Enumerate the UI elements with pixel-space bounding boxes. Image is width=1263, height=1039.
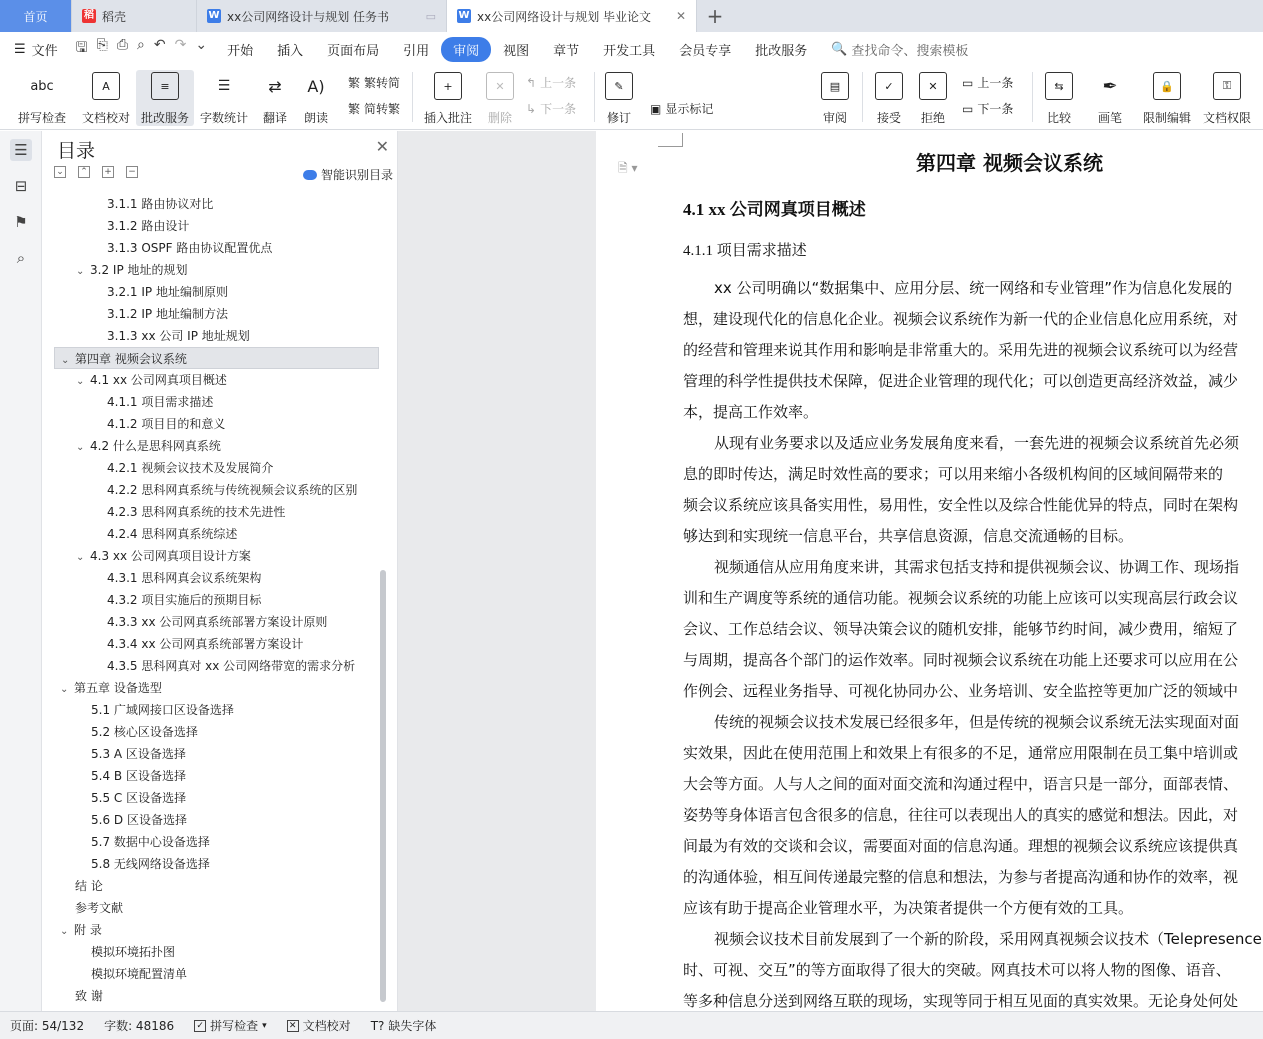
ribbon	[0, 66, 1263, 130]
menu-item-reference[interactable]: 引用	[403, 43, 430, 59]
chevron-down-icon[interactable]: ⌄	[76, 266, 85, 277]
toc-item[interactable]: 模拟环境拓扑图	[91, 945, 176, 959]
proof-icon: ✕	[287, 1020, 299, 1032]
paragraph-line: 息的即时传达，满足时效性高的要求；可以用来缩小各级机构间的区域间隔带来的	[683, 465, 1224, 483]
menu-item-view[interactable]: 视图	[503, 43, 530, 59]
paragraph-line: 管理的科学性提供技术保障，促进企业管理的现代化；可以创造更高经济效益，减少	[683, 372, 1239, 390]
bookmark-icon[interactable]: ⚑	[14, 213, 28, 231]
close-icon[interactable]: ✕	[375, 137, 389, 156]
doc-permission-label: 文档权限	[1202, 111, 1251, 125]
status-missing-font[interactable]	[361, 1017, 447, 1034]
print-icon[interactable]: ⎙	[116, 37, 129, 53]
chevron-down-icon[interactable]: ⌄	[60, 926, 69, 937]
reject-label: 拒绝	[920, 111, 945, 125]
delete-comment-button[interactable]	[482, 70, 518, 126]
toc-item[interactable]: 4.3.2 项目实施后的预期目标	[107, 593, 262, 607]
toc-item[interactable]: 4.3.4 xx 公司网真系统部署方案设计	[107, 637, 304, 651]
save-icon[interactable]: 🖫	[75, 40, 88, 56]
paragraph-line: 时、可视、交互”的等方面取得了很大的突破。网真技术可以将人物的图像、语音、	[683, 961, 1231, 979]
word-count-indicator[interactable]: 字数: 48186	[104, 1019, 175, 1033]
toc-item-label: 4.2 什么是思科网真系统	[90, 439, 221, 453]
correct-service-button[interactable]	[136, 70, 194, 126]
toc-item[interactable]	[76, 259, 188, 281]
more-icon[interactable]: ⌄	[195, 37, 208, 53]
doc-permission-button[interactable]	[1200, 70, 1254, 126]
tab-home[interactable]	[0, 0, 72, 32]
subsection-heading: 4.1.1 项目需求描述	[683, 243, 807, 259]
export-icon[interactable]: ⎘	[96, 37, 108, 53]
accept-button[interactable]	[870, 70, 908, 126]
doc-proof-icon: A	[92, 72, 120, 100]
toc-pane-icon[interactable]: ☰	[10, 139, 32, 161]
page-indicator[interactable]: 页面: 54/132	[10, 1019, 85, 1033]
missing-font-icon: T?	[370, 1018, 385, 1033]
accept-label: 接受	[876, 111, 901, 125]
toc-item[interactable]: 4.2.3 思科网真系统的技术先进性	[107, 505, 286, 519]
read-aloud-button[interactable]	[300, 70, 332, 126]
chapter-nav-icon[interactable]: ⊟	[14, 177, 28, 195]
page-corner-mark	[682, 133, 683, 147]
comment-icon: +	[434, 72, 462, 100]
menu-item-devtools[interactable]: 开发工具	[603, 43, 656, 59]
next-icon: ↳	[526, 101, 537, 116]
smart-toc-button[interactable]	[303, 166, 393, 183]
menu-item-member[interactable]: 会员专享	[679, 43, 732, 59]
menu-item-insert[interactable]: 插入	[277, 43, 304, 59]
toc-item[interactable]: 4.3.1 思科网真会议系统架构	[107, 571, 262, 585]
toc-item[interactable]: 3.2.1 IP 地址编制原则	[107, 285, 228, 299]
command-search-label: 查找命令、搜索模板	[851, 43, 969, 59]
spell-check-label: 拼写检查	[17, 111, 66, 125]
new-tab-button[interactable]: +	[706, 4, 724, 28]
menu-item-chapter[interactable]: 章节	[553, 43, 580, 59]
chevron-down-icon[interactable]: ⌄	[76, 442, 85, 453]
file-menu-label: 文件	[31, 43, 58, 59]
page-background	[398, 131, 596, 1011]
document-page	[596, 131, 1263, 1011]
toc-pane	[42, 131, 398, 1011]
prev-icon: ↰	[526, 75, 537, 90]
reject-icon: ✕	[919, 72, 947, 100]
toc-item[interactable]: 5.7 数据中心设备选择	[91, 835, 210, 849]
paragraph-line: 应该有助于提高企业管理水平，为决策者提供一个方便有效的工具。	[683, 899, 1134, 917]
toc-item[interactable]: 4.3.3 xx 公司网真系统部署方案设计原则	[107, 615, 328, 629]
menu-item-layout[interactable]: 页面布局	[327, 43, 380, 59]
preview-icon[interactable]: ⌕	[137, 37, 145, 53]
tab-doc-thesis[interactable]	[447, 0, 697, 32]
simp-to-trad-label: 简转繁	[364, 102, 401, 116]
insert-comment-label: 插入批注	[423, 111, 472, 125]
word-count-icon: ☰	[217, 78, 231, 94]
status-spell-label: 拼写检查	[210, 1019, 259, 1033]
review-pane-icon: ▤	[821, 72, 849, 100]
doc-permission-icon: ⚿	[1213, 72, 1241, 100]
insert-comment-button[interactable]	[422, 70, 474, 126]
ribbon-divider	[1032, 72, 1033, 122]
next-change-button[interactable]	[962, 100, 1013, 117]
track-changes-button[interactable]	[600, 70, 638, 126]
toc-item[interactable]: 4.1.1 项目需求描述	[107, 395, 214, 409]
paragraph-line: 本，提高工作效率。	[683, 403, 819, 421]
toc-item[interactable]	[76, 435, 221, 457]
collapse-icon[interactable]: ⌄	[54, 166, 66, 178]
toc-item[interactable]: 3.1.2 IP 地址编制方法	[107, 307, 228, 321]
toc-item[interactable]: 3.1.1 路由协议对比	[107, 197, 214, 211]
compare-icon: ⇆	[1045, 72, 1073, 100]
toc-item[interactable]	[60, 919, 102, 941]
translate-button[interactable]	[256, 70, 294, 126]
doc-proof-label: 文档校对	[81, 111, 130, 125]
translate-label: 翻译	[262, 111, 287, 125]
trad-to-simp-button[interactable]	[348, 74, 400, 91]
paragraph-line: 想，建设现代化的信息化企业。视频会议系统作为新一代的企业信息化应用系统，对	[683, 310, 1239, 328]
translate-icon: ⇄	[268, 76, 282, 96]
track-changes-label: 修订	[606, 111, 631, 125]
next-change-icon: ▭	[962, 101, 974, 116]
ribbon-divider	[412, 72, 413, 122]
toc-scrollbar[interactable]	[380, 570, 386, 1002]
tab-docer[interactable]	[72, 0, 197, 32]
toc-item[interactable]: 5.1 广域网接口区设备选择	[91, 703, 234, 717]
accept-icon: ✓	[875, 72, 903, 100]
status-spell-check[interactable]	[184, 1017, 277, 1034]
pen-icon: ✒	[1102, 75, 1118, 97]
tab-docer-label: 稻壳	[102, 9, 127, 24]
tab-bar	[0, 0, 1263, 32]
toc-item-label: 3.2 IP 地址的规划	[90, 263, 188, 277]
section-heading: 4.1 xx 公司网真项目概述	[683, 200, 866, 219]
chevron-down-icon[interactable]: ⌄	[61, 355, 70, 366]
paragraph-line: xx 公司明确以“数据集中、应用分层、统一网络和专业管理”作为信息化发展的	[714, 279, 1233, 297]
prev-change-label: 上一条	[977, 76, 1014, 90]
next-comment-label: 下一条	[540, 102, 577, 116]
status-doc-proof[interactable]	[277, 1017, 361, 1034]
toc-item-label: 附 录	[74, 923, 102, 937]
word-count-button[interactable]	[198, 70, 250, 126]
paragraph-line: 实效果，因此在使用范围上和效果上有很多的不足，通常应用限制在员工集中培训或	[683, 744, 1239, 762]
paragraph-line: 的沟通体验，相互间传递最完整的信息和想法，为参与者提高沟通和协作的效率，视	[683, 868, 1239, 886]
toc-item[interactable]: 4.3.5 思科网真对 xx 公司网络带宽的需求分析	[107, 659, 356, 673]
chevron-down-icon[interactable]: ⌄	[76, 552, 85, 563]
paragraph-line: 够达到和实现统一信息平台，共享信息资源，信息交流通畅的目标。	[683, 527, 1134, 545]
paragraph-line: 的经营和管理来说其作用和影响是非常重大的。采用先进的视频会议系统可以为经营	[683, 341, 1239, 359]
close-icon[interactable]: ✕	[675, 9, 686, 23]
docer-icon: 稻	[84, 10, 94, 21]
paragraph-line: 间最为有效的交谈和会议，需要面对面的信息沟通。理想的视频会议系统应该提供真	[683, 837, 1239, 855]
undo-icon[interactable]: ↶	[153, 37, 166, 53]
prev-comment-button[interactable]	[526, 74, 576, 91]
compare-label: 比较	[1046, 111, 1071, 125]
redo-icon[interactable]: ↷	[174, 37, 187, 53]
tab-doc-task-label: xx公司网络设计与规划 任务书	[227, 9, 390, 24]
show-markup-icon: ▣	[650, 101, 662, 116]
read-aloud-icon: A)	[307, 76, 325, 96]
paragraph-line: 频会议系统应该具备实用性，易用性，安全性以及综合性能优异的特点，同时在架构	[683, 496, 1239, 514]
track-changes-icon: ✎	[605, 72, 633, 100]
toc-item-selected[interactable]	[54, 347, 379, 369]
paragraph-line: 等多种信息分送到网络互联的现场，实现等同于相互见面的真实效果。无论身处何处	[683, 992, 1239, 1010]
toc-item[interactable]: 5.6 D 区设备选择	[91, 813, 187, 827]
paragraph-line: 作例会、远程业务指导、可视化协同办公、业务培训、安全监控等更加广泛的领域中	[683, 682, 1239, 700]
doc-proof-button[interactable]	[80, 70, 132, 126]
tab-doc-task[interactable]	[197, 0, 447, 32]
paragraph-line: 视频通信从应用角度来讲，其需求包括支持和提供视频会议、协调工作、现场指	[714, 558, 1240, 576]
toc-item[interactable]: 4.2.2 思科网真系统与传统视频会议系统的区别	[107, 483, 358, 497]
paragraph-line: 训和生产调度等系统的通信功能。视频会议系统的功能上应该可以实现高层行政会议	[683, 589, 1239, 607]
monitor-icon: ▭	[425, 9, 436, 23]
ribbon-divider	[862, 72, 863, 122]
chapter-heading: 第四章 视频会议系统	[916, 151, 1103, 175]
paragraph-line: 与周期，提高各个部门的运作效率。同时视频会议系统在功能上还要求可以应用在公	[683, 651, 1239, 669]
ribbon-divider	[594, 72, 595, 122]
checkbox-icon: ✓	[194, 1020, 206, 1032]
toc-item-label: 4.1 xx 公司网真项目概述	[90, 373, 227, 387]
file-menu[interactable]	[0, 40, 68, 59]
word-icon: W	[458, 10, 470, 21]
pen-button[interactable]	[1094, 70, 1126, 126]
add-icon[interactable]: +	[102, 166, 114, 178]
restrict-edit-label: 限制编辑	[1142, 111, 1191, 125]
toc-item[interactable]	[60, 677, 162, 699]
toc-item[interactable]: 3.1.2 路由设计	[107, 219, 190, 233]
paragraph-line: 视频会议技术目前发展到了一个新的阶段，采用网真视频会议技术（Telepresence	[714, 930, 1262, 948]
page-corner-mark	[658, 146, 683, 147]
restrict-edit-icon: 🔒	[1153, 72, 1181, 100]
review-pane-button[interactable]	[816, 70, 854, 126]
simp-trad-icon: 繁	[348, 102, 361, 116]
hamburger-icon: ☰	[14, 41, 26, 57]
paragraph-line: 姿势等身体语言包含很多的信息，往往可以表现出人的真实的感觉和想法。因此，对	[683, 806, 1239, 824]
remove-icon[interactable]: −	[126, 166, 138, 178]
command-search[interactable]	[831, 40, 968, 59]
search-icon[interactable]: ⌕	[16, 249, 26, 267]
correct-service-label: 批改服务	[140, 111, 189, 125]
toc-item-label: 4.3 xx 公司网真项目设计方案	[90, 549, 251, 563]
toc-item-label: 第五章 设备选型	[74, 681, 162, 695]
toc-item[interactable]: 结 论	[75, 879, 103, 893]
toc-item[interactable]: 参考文献	[75, 901, 124, 915]
prev-change-button[interactable]	[962, 74, 1013, 91]
next-comment-button[interactable]	[526, 100, 576, 117]
toc-item[interactable]	[76, 545, 251, 567]
toc-controls	[54, 166, 138, 178]
read-aloud-label: 朗读	[303, 111, 328, 125]
smart-toc-label: 智能识别目录	[320, 168, 393, 182]
toc-item-label: 第四章 视频会议系统	[75, 352, 187, 366]
trad-to-simp-label: 繁转简	[364, 76, 401, 90]
reject-button[interactable]	[914, 70, 952, 126]
toc-item[interactable]: 模拟环境配置清单	[91, 967, 188, 981]
smart-icon	[303, 170, 317, 180]
restrict-edit-button[interactable]	[1140, 70, 1194, 126]
show-markup-button[interactable]	[650, 100, 713, 117]
simp-to-trad-button[interactable]	[348, 100, 400, 117]
toc-item[interactable]: 4.2.4 思科网真系统综述	[107, 527, 238, 541]
menu-item-review[interactable]: 审阅	[441, 37, 491, 62]
toc-item[interactable]: 4.1.2 项目目的和意义	[107, 417, 226, 431]
expand-icon[interactable]: ⌃	[78, 166, 90, 178]
toc-item[interactable]: 5.3 A 区设备选择	[91, 747, 186, 761]
trad-simp-icon: 繁	[348, 76, 361, 90]
show-markup-label: 显示标记	[665, 102, 714, 116]
dropdown-arrow-icon: ▾	[262, 1020, 267, 1031]
chevron-down-icon[interactable]: ⌄	[76, 376, 85, 387]
toc-item[interactable]: 5.4 B 区设备选择	[91, 769, 186, 783]
toc-item[interactable]: 5.2 核心区设备选择	[91, 725, 198, 739]
delete-comment-label: 删除	[487, 111, 512, 125]
toc-item[interactable]: 5.8 无线网络设备选择	[91, 857, 210, 871]
toc-item[interactable]: 3.1.3 xx 公司 IP 地址规划	[107, 329, 250, 343]
tab-home-label: 首页	[23, 9, 48, 24]
toc-item[interactable]: 4.2.1 视频会议技术及发展简介	[107, 461, 274, 475]
menu-bar	[0, 32, 1263, 66]
menu-item-correct[interactable]: 批改服务	[755, 43, 808, 59]
tab-doc-thesis-label: xx公司网络设计与规划 毕业论文	[477, 9, 652, 24]
toc-item[interactable]: 3.1.3 OSPF 路由协议配置优点	[107, 241, 273, 255]
pen-label: 画笔	[1097, 111, 1122, 125]
paragraph-line: 会议、工作总结会议、领导决策会议的随机安排，能够节约时间，减少费用，缩短了	[683, 620, 1239, 638]
toc-title: 目录	[57, 140, 96, 162]
spell-check-button[interactable]	[10, 70, 74, 126]
search-icon: 🔍	[831, 41, 848, 57]
doc-options-icon[interactable]: 🗎 ▾	[618, 161, 638, 175]
word-icon: W	[208, 10, 220, 21]
correct-service-icon: ≡	[151, 72, 179, 100]
paragraph-line: 传统的视频会议技术发展已经很多年，但是传统的视频会议系统无法实现面对面	[714, 713, 1240, 731]
paragraph-line: 从现有业务要求以及适应业务发展角度来看，一套先进的视频会议系统首先必须	[714, 434, 1240, 452]
prev-comment-label: 上一条	[540, 76, 577, 90]
toc-item[interactable]	[76, 369, 227, 391]
status-bar	[0, 1011, 1263, 1039]
prev-change-icon: ▭	[962, 75, 974, 90]
delete-comment-icon: ✕	[486, 72, 514, 100]
paragraph-line: 大会等方面。人与人之间的面对面交流和沟通过程中，语言只是一部分，面部表情、	[683, 775, 1239, 793]
toc-item[interactable]: 5.5 C 区设备选择	[91, 791, 187, 805]
nav-strip	[0, 131, 42, 1011]
quick-access	[68, 37, 215, 61]
next-change-label: 下一条	[977, 102, 1014, 116]
chevron-down-icon[interactable]: ⌄	[60, 684, 69, 695]
review-pane-label: 审阅	[822, 111, 847, 125]
toc-item[interactable]: 致 谢	[75, 989, 103, 1003]
spell-check-icon: abc	[30, 78, 54, 94]
compare-button[interactable]	[1040, 70, 1078, 126]
word-count-label: 字数统计	[199, 111, 248, 125]
status-font-label: 缺失字体	[388, 1019, 437, 1033]
menu-item-start[interactable]: 开始	[227, 43, 254, 59]
status-proof-label: 文档校对	[302, 1019, 351, 1033]
